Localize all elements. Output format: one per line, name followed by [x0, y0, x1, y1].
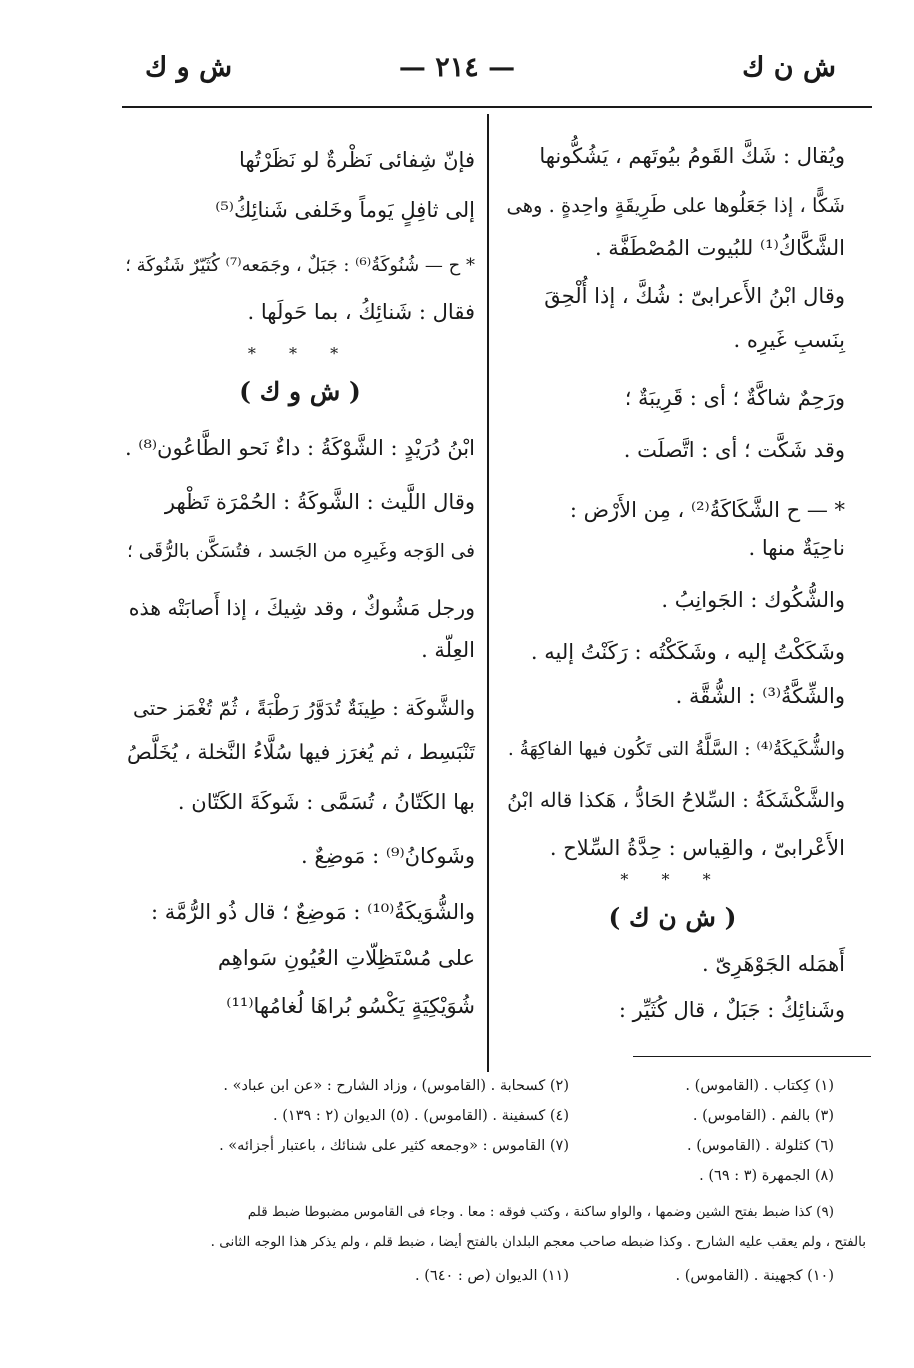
section-separator: * * *: [247, 344, 353, 363]
footnote: (٣) بالفم . (القاموس) .: [692, 1108, 834, 1124]
text-line: ورَحِمٌ شاكَّةٌ ؛ أى : قَرِيبَةٌ ؛: [624, 386, 845, 410]
section-separator: * * *: [620, 870, 725, 889]
verse-line: فإنّ شِفائى نَظْرةٌ لو نَظَرْتُها: [238, 148, 475, 172]
footnote: (١٠) كجهينة . (القاموس) .: [675, 1268, 834, 1284]
header-rule: [122, 106, 872, 108]
text-line: وشَكَكْتُ إليه ، وشَكَكْتُه : رَكَنْتُ إليه .: [530, 640, 845, 664]
text-line: والشُّوَيكَةُ⁽¹⁰⁾ : مَوضِعٌ ؛ قال ذُو الرُّمَّة :: [150, 900, 475, 924]
text-line: والشُّكُوك : الجَوانِبُ .: [661, 588, 845, 612]
text-line: وقد شَكَّت ؛ أى : اتَّصلَت .: [623, 438, 845, 462]
page-number: — ٢١٤ —: [398, 52, 516, 83]
text-line: فقال : شَنائِكُ ، بما حَولَها .: [247, 300, 475, 324]
column-divider: [487, 114, 489, 1072]
text-line: * — ح الشَّكَاكَةُ⁽²⁾ ، مِن الأَرْض :: [569, 498, 845, 522]
verse-line: على مُسْتَظِلّاتِ العُيُونِ سَواهِم: [217, 946, 475, 970]
footnote: (١١) الديوان (ص : ٦٤٠) .: [415, 1268, 569, 1284]
header-root-left: ش و ك: [145, 52, 233, 83]
text-line: والشِّكَّةُ⁽³⁾ : الشُّقَّة .: [675, 684, 845, 708]
footnote: (٦) كثلولة . (القاموس) .: [686, 1138, 834, 1154]
text-line: الشَّكَّاكُ⁽¹⁾ للبُيوت المُصْطَفَّة .: [594, 236, 845, 260]
text-line: وشَوكانُ⁽⁹⁾ : مَوضِعٌ .: [300, 844, 475, 868]
text-line: والشَّكْشَكَةُ : السِّلاحُ الحَادُّ ، هَكذا قاله ابْنُ: [507, 788, 845, 812]
footnote: (٩) كذا ضبط بفتح الشين وضمها ، والواو ساكنة ، وكتب فوقه : معا . وجاء فى القاموس مضبوطا ضبط قلم: [247, 1204, 834, 1220]
text-line: ابْنُ دُرَيْدٍ : الشَّوْكَةُ : داءٌ نَحو الطَّاعُون⁽⁸⁾ .: [124, 436, 475, 460]
text-line: أَهمَله الجَوْهَرِىّ .: [701, 952, 845, 976]
text-line: ويُقال : شَكَّ القَومُ بيُوتَهم ، يَشُكُّونها: [539, 144, 845, 168]
text-line: الأَعْرابىّ ، والقِياس : حِدَّةُ السِّلاح .: [549, 836, 845, 860]
text-line: وقال اللَّيث : الشَّوكَةُ : الحُمْرَة تَظْهر: [164, 490, 475, 514]
text-line: وشَنائِكُ : جَبَلٌ ، قال كُثَيِّر :: [618, 998, 845, 1022]
text-line: * ح — شُنُوكَةُ⁽⁶⁾ : جَبَلٌ ، وجَمَعه⁽⁷⁾ كُثَيّرٌ شَنُوكَة ؛: [125, 255, 475, 276]
text-line: ورجل مَشُوكٌ ، وقد شِيكَ ، إذا أَصابَتْه هذه: [128, 596, 475, 620]
footnote-rule: [633, 1056, 871, 1057]
footnote: (٤) كسفينة . (القاموس) . (٥) الديوان (٢ : ١٣٩) .: [273, 1108, 569, 1124]
text-line: بها الكَتّانُ ، تُسَمَّى : شَوكَةَ الكَتّان .: [177, 790, 475, 814]
footnote: بالفتح ، ولم يعقب عليه الشارح . وكذا ضبطه صاحب معجم البلدان بالفتح أيضا ، ضبط قلم ، ولم يذكر هذا الوجه الثانى .: [210, 1234, 866, 1250]
text-line: العِلّة .: [421, 638, 475, 662]
footnote: (٧) القاموس : «وجمعه كثير على شنائك ، باعتبار أجزائه» .: [219, 1138, 569, 1154]
text-line: والشُّكَيكَةُ⁽⁴⁾ : السَّلَّةُ التى تَكُون فيها الفاكِهَةُ .: [507, 739, 845, 760]
text-line: والشَّوكَة : طِينَةٌ تُدَوَّرُ رَطْبَةً ، ثُمّ تُغْمَز حتى: [133, 696, 475, 720]
section-heading: ( ش و ك ): [239, 377, 361, 406]
text-line: شَكًّا ، إذا جَعَلُوها على طَرِيقَةٍ واحِدةٍ . وهى: [506, 194, 845, 217]
text-line: وقال ابْنُ الأَعرابىّ : شُكَّ ، إذا أُلْحِقَ: [544, 284, 845, 308]
footnote: (٢) كسحابة . (القاموس) ، وزاد الشارح : «عن ابن عباد» .: [223, 1078, 569, 1094]
text-line: فى الوَجه وغَيرِه من الجَسد ، فتُسَكَّن بالرُّقَى ؛: [127, 541, 475, 562]
verse-line: شُوَيْكِيَةٍ يَكْسُو بُراهَا لُغامُها⁽¹¹⁾: [226, 994, 475, 1018]
text-line: بِنَسبِ غَيرِه .: [733, 328, 845, 352]
verse-line: إلى ثافِلٍ يَوماً وخَلفى شَنائِكُ⁽⁵⁾: [215, 198, 475, 222]
footnote: (١) كِكتاب . (القاموس) .: [685, 1078, 834, 1094]
text-line: ناحِيَةٌ منها .: [748, 536, 845, 560]
section-heading: ( ش ن ك ): [608, 903, 737, 932]
footnote: (٨) الجمهرة (٣ : ٦٩) .: [699, 1168, 834, 1184]
header-root-right: ش ن ك: [742, 52, 836, 83]
text-line: تَنْبَسِط ، ثم يُغرَز فيها سُلَّاءُ النَّخلة ، يُخَلَّصُ: [126, 740, 475, 764]
